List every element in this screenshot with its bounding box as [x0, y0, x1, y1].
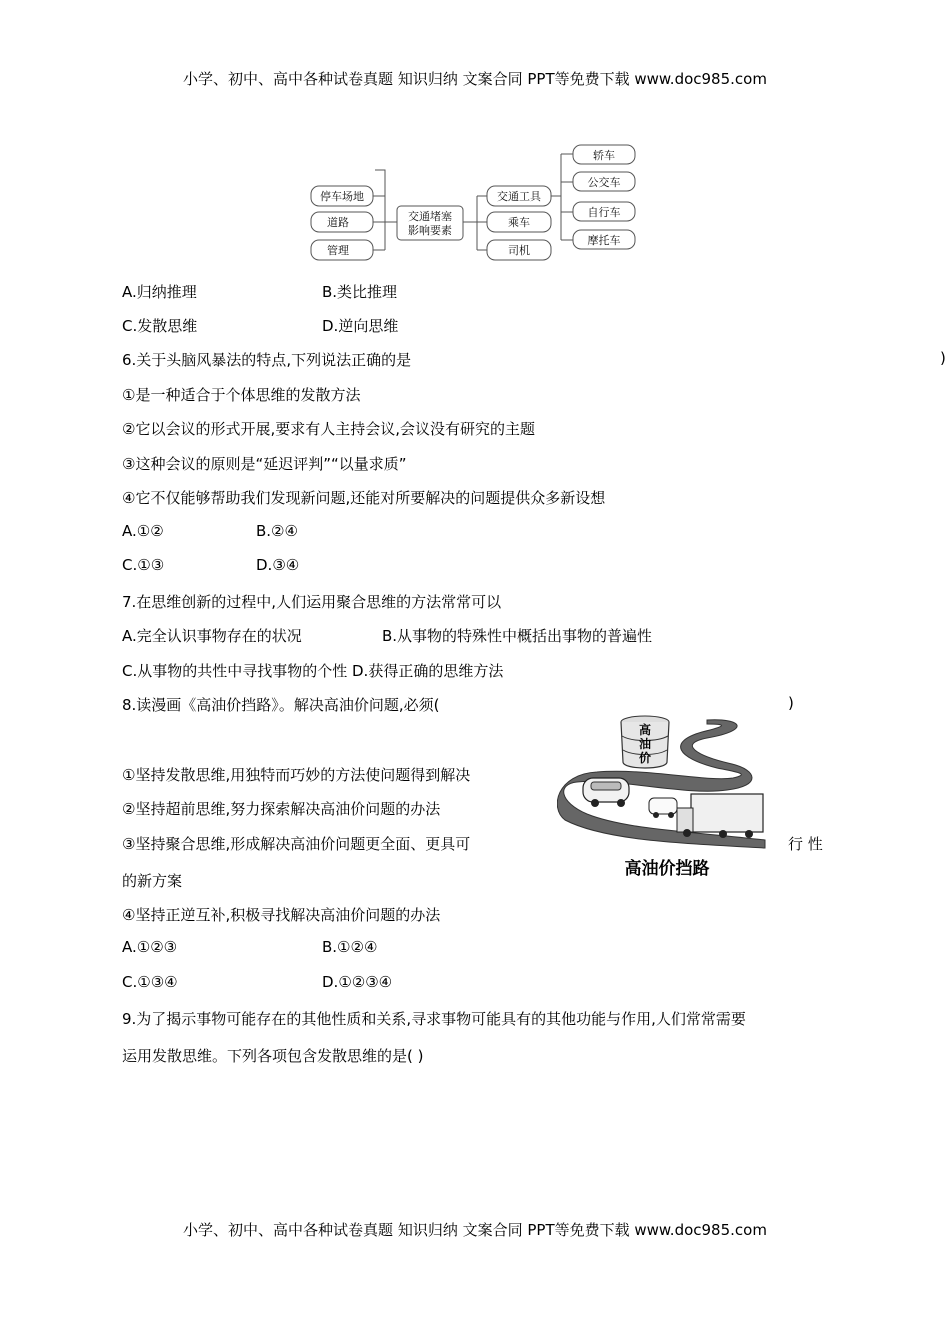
q8-option-a: A.①②③ [122, 938, 178, 956]
q6-option-a: A.①② [122, 522, 164, 540]
q6-option-c: C.①③ [122, 556, 165, 574]
truck-wheel-2 [719, 830, 727, 838]
q6-stem: 6.关于头脑风暴法的特点,下列说法正确的是 [122, 351, 412, 369]
node-center-label-2: 影响要素 [408, 224, 452, 237]
q8-statement-2: ②坚持超前思维,努力探索解决高油价问题的办法 [122, 800, 441, 818]
q8-paren: ) [788, 694, 794, 712]
small-car-wheel-1 [653, 812, 659, 818]
node-center-label-1: 交通堵塞 [408, 210, 452, 223]
car-wheel-rear [617, 799, 625, 807]
truck-wheel-3 [745, 830, 753, 838]
q8-stem: 8.读漫画《高油价挡路》。解决高油价问题,必须( [122, 696, 440, 714]
q5-option-d: D.逆向思维 [322, 317, 399, 335]
drum-char-1: 高 [638, 723, 652, 737]
q5-option-a: A.归纳推理 [122, 283, 197, 301]
cartoon-caption: 高油价挡路 [624, 859, 710, 879]
q9-stem-line-2: 运用发散思维。下列各项包含发散思维的是( ) [122, 1047, 424, 1065]
q8-statement-3: ③坚持聚合思维,形成解决高油价问题更全面、更具可 [122, 835, 471, 853]
q6-statement-4: ④它不仅能够帮助我们发现新问题,还能对所要解决的问题提供众多新设想 [122, 489, 606, 507]
node-management-label: 管理 [327, 244, 349, 257]
q7-option-b: B.从事物的特殊性中概括出事物的普遍性 [382, 627, 653, 645]
page-footer: 小学、初中、高中各种试卷真题 知识归纳 文案合同 PPT等免费下载 www.doc985.com [183, 1221, 767, 1239]
q8-statement-3-cont: 的新方案 [122, 872, 183, 890]
q7-option-cd: C.从事物的共性中寻找事物的个性 D.获得正确的思维方法 [122, 662, 504, 680]
page-header: 小学、初中、高中各种试卷真题 知识归纳 文案合同 PPT等免费下载 www.doc985.com [183, 70, 767, 88]
q8-option-c: C.①③④ [122, 973, 178, 991]
node-road-label: 道路 [327, 216, 349, 229]
q8-statement-3-tail: 行 性 [788, 835, 823, 853]
q6-statement-1: ①是一种适合于个体思维的发散方法 [122, 386, 361, 404]
small-car-wheel-2 [668, 812, 674, 818]
q8-statement-4: ④坚持正逆互补,积极寻找解决高油价问题的办法 [122, 906, 441, 924]
node-parking-label: 停车场地 [320, 190, 364, 203]
right-connector [551, 154, 573, 240]
car-window [591, 782, 621, 790]
middle-connector [463, 196, 487, 250]
node-bicycle-label: 自行车 [587, 206, 621, 219]
q5-option-b: B.类比推理 [322, 283, 398, 301]
cartoon-high-oil-price [557, 712, 767, 882]
node-motorcycle-label: 摩托车 [587, 234, 621, 247]
drum-char-2: 油 [638, 737, 652, 751]
q8-option-b: B.①②④ [322, 938, 378, 956]
truck-cab [677, 808, 693, 832]
car-wheel-front [591, 799, 599, 807]
drum-char-3: 价 [638, 751, 652, 765]
q7-stem: 7.在思维创新的过程中,人们运用聚合思维的方法常常可以 [122, 593, 502, 611]
left-connector [373, 170, 397, 250]
small-car [649, 798, 677, 814]
truck-cargo [691, 794, 763, 832]
q8-option-d: D.①②③④ [322, 973, 393, 991]
q6-option-d: D.③④ [256, 556, 300, 574]
node-driver-label: 司机 [508, 244, 530, 257]
q9-stem-line-1: 9.为了揭示事物可能存在的其他性质和关系,寻求事物可能具有的其他功能与作用,人们常常需要 [122, 1010, 746, 1028]
q6-paren: ) [940, 349, 946, 367]
node-bus-label: 公交车 [587, 176, 621, 189]
node-vehicle-label: 交通工具 [497, 190, 541, 203]
node-sedan-label: 轿车 [593, 149, 615, 162]
q6-statement-2: ②它以会议的形式开展,要求有人主持会议,会议没有研究的主题 [122, 420, 535, 438]
truck-wheel-1 [683, 829, 691, 837]
q6-statement-3: ③这种会议的原则是“延迟评判”“以量求质” [122, 455, 407, 473]
q8-statement-1: ①坚持发散思维,用独特而巧妙的方法使问题得到解决 [122, 766, 471, 784]
q5-option-c: C.发散思维 [122, 317, 198, 335]
node-riding-label: 乘车 [508, 216, 530, 229]
q6-option-b: B.②④ [256, 522, 298, 540]
q7-option-a: A.完全认识事物存在的状况 [122, 627, 302, 645]
traffic-congestion-diagram [305, 140, 645, 266]
